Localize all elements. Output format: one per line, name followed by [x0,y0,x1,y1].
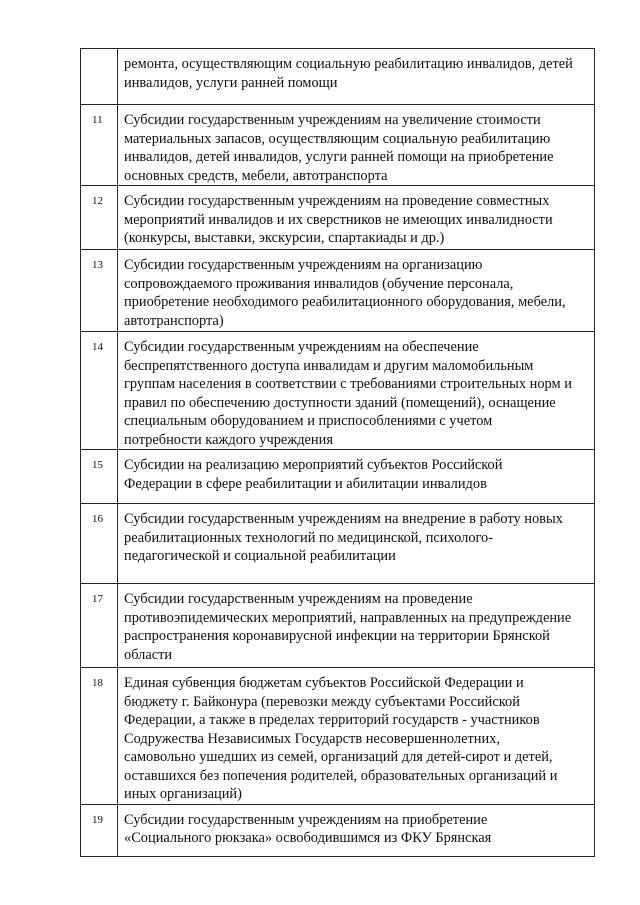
row-description-line: распространения коронавирусной инфекции на территории Брянской [124,628,550,644]
row-description-line: специальным оборудованием и приспособлениями с учетом [124,413,493,429]
row-description [118,105,595,186]
row-description-line: правил по обеспечению доступности зданий (помещений), оснащение [124,394,556,411]
row-description-line: беспрепятственного доступа инвалидам и другим маломобильным [124,357,534,374]
row-description-line: реабилитационных технологий по медицинской, психолого- [124,529,494,546]
table-row [81,504,595,584]
row-description-line: (конкурсы, выставки, экскурсии, спартакиады и др.) [124,230,445,246]
row-description [118,450,595,504]
row-description-line: ремонта, осуществляющим социальную реабилитацию инвалидов, детей [124,56,573,72]
row-number: 12 [81,186,118,250]
table-row [81,105,595,186]
row-number [81,49,118,105]
table-row [81,332,595,450]
row-description [118,584,595,668]
table-row [81,250,595,332]
row-description-line: противоэпидемических мероприятий, направленных на предупреждение [124,609,572,626]
row-description [118,504,595,584]
row-description-line: инвалидов, услуги ранней помощи [124,74,338,91]
table-row [81,450,595,504]
row-description-line: основных средств, мебели, автотранспорта [124,167,388,184]
row-description-line: Субсидии государственным учреждениям на проведение совместных [124,193,550,209]
subsidies-table-body [81,49,595,857]
row-number: 13 [81,250,118,332]
row-description-line: области [124,646,173,663]
row-description [118,332,595,450]
row-description-line: «Социального рюкзака» освободившимся из ФКУ Брянская [124,830,492,846]
row-description [118,668,595,805]
row-number: 17 [81,584,118,668]
row-description-line: сопровождаемого проживания инвалидов (обучение персонала, [124,275,514,292]
row-number: 19 [81,804,118,856]
row-description-line: Субсидии государственным учреждениям на увеличение стоимости [124,112,541,128]
table-row [81,584,595,668]
row-description-line: Субсидии государственным учреждениям на обеспечение [124,339,479,355]
row-description-line: автотранспорта) [124,312,224,329]
row-description-line: Федерации, а также в пределах территорий государств - участников [124,712,540,728]
row-description-line: иных организаций) [124,786,242,802]
row-description-line: Федерации в сфере реабилитации и абилитации инвалидов [124,475,487,492]
row-description-line: самовольно ушедших из семей, организаций для детей-сирот и детей, [124,749,553,765]
row-description-line: оставшихся без попечения родителей, образовательных организаций и [124,767,558,784]
row-description-line: Субсидии государственным учреждениям на проведение [124,591,473,607]
row-number: 16 [81,504,118,584]
table-row [81,186,595,250]
row-number: 11 [81,105,118,186]
row-number: 18 [81,668,118,805]
table-row [81,804,595,856]
row-number: 14 [81,332,118,450]
row-number: 15 [81,450,118,504]
row-description-line: инвалидов, детей инвалидов, услуги ранней помощи на приобретение [124,149,554,165]
row-description-line: Субсидии государственным учреждениям на приобретение [124,811,488,828]
row-description [118,804,595,856]
row-description-line: Содружества Независимых Государств несовершеннолетних, [124,730,500,747]
row-description-line: приобретение необходимого реабилитационного оборудования, мебели, [124,294,566,310]
row-description-line: потребности каждого учреждения [124,431,333,448]
row-description-line: Единая субвенция бюджетам субъектов Российской Федерации и [124,675,524,691]
row-description-line: Субсидии государственным учреждениям на организацию [124,257,483,273]
row-description-line: мероприятий инвалидов и их сверстников не имеющих инвалидности [124,211,553,228]
subsidies-table [80,48,595,857]
table-row [81,49,595,105]
row-description-line: бюджету г. Байконура (перевозки между субъектами Российской [124,693,520,710]
row-description [118,186,595,250]
row-description-line: группам населения в соответствии с требованиями строительных норм и [124,376,572,392]
row-description [118,49,595,105]
row-description-line: Субсидии государственным учреждениям на внедрение в работу новых [124,511,563,527]
table-row [81,668,595,805]
row-description [118,250,595,332]
row-description-line: материальных запасов, осуществляющим социальную реабилитацию [124,130,551,147]
row-description-line: Субсидии на реализацию мероприятий субъектов Российской [124,457,503,473]
row-description-line: педагогической и социальной реабилитации [124,548,396,564]
